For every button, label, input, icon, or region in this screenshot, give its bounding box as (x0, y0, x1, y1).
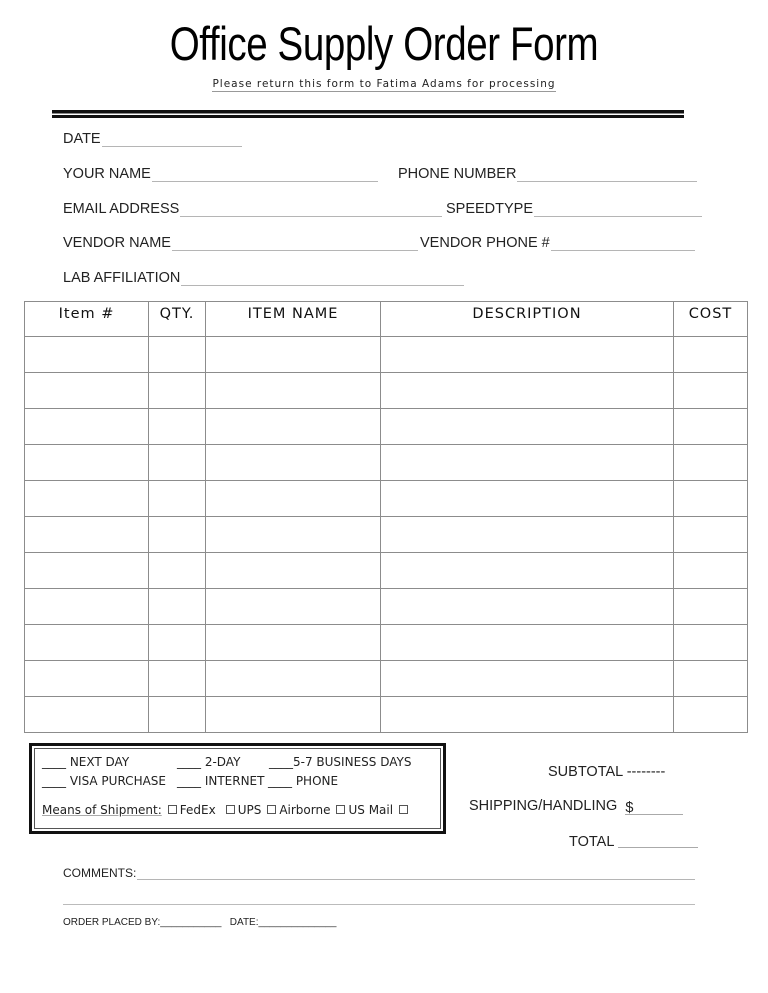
cell-description[interactable] (381, 589, 674, 625)
other-checkbox-icon[interactable] (399, 805, 408, 814)
column-header-item-name: ITEM NAME (206, 302, 381, 337)
your-name-field[interactable] (63, 166, 378, 182)
cell-cost[interactable] (674, 337, 748, 373)
ups-checkbox-icon[interactable] (226, 805, 235, 814)
currency-symbol: $ (625, 800, 634, 816)
cell-item-number[interactable] (25, 373, 149, 409)
order-date-input[interactable]: ______________ (258, 917, 337, 928)
cell-item-number[interactable] (25, 445, 149, 481)
table-row (25, 553, 748, 589)
table-row (25, 481, 748, 517)
table-row (25, 373, 748, 409)
total-row (569, 833, 698, 850)
cell-cost[interactable] (674, 373, 748, 409)
phone-option[interactable]: ____ PHONE (268, 774, 339, 788)
vendor-name-field[interactable] (63, 235, 418, 251)
cell-description[interactable] (381, 409, 674, 445)
phone-number-label: PHONE NUMBER (398, 166, 517, 182)
cell-item-number[interactable] (25, 553, 149, 589)
means-of-shipment-label: Means of Shipment: (42, 803, 162, 817)
cell-description[interactable] (381, 373, 674, 409)
date-input[interactable] (102, 132, 242, 147)
order-date-label: DATE: (229, 917, 259, 928)
cell-qty[interactable] (149, 373, 206, 409)
cell-item-name[interactable] (206, 409, 381, 445)
order-placed-by-input[interactable]: ___________ (160, 917, 222, 928)
cell-qty[interactable] (149, 589, 206, 625)
phone-number-input[interactable] (517, 167, 697, 182)
airborne-checkbox-icon[interactable] (267, 805, 276, 814)
table-row (25, 697, 748, 733)
email-address-label: EMAIL ADDRESS (63, 201, 180, 217)
speedtype-input[interactable] (534, 202, 702, 217)
cell-item-number[interactable] (25, 625, 149, 661)
table-row (25, 409, 748, 445)
date-label: DATE (63, 131, 101, 147)
table-row (25, 589, 748, 625)
table-row (25, 661, 748, 697)
column-header-qty: QTY. (149, 302, 206, 337)
cell-qty[interactable] (149, 445, 206, 481)
cell-item-number[interactable] (25, 589, 149, 625)
subtotal-row (548, 764, 665, 780)
cell-description[interactable] (381, 517, 674, 553)
comments-field[interactable] (63, 866, 695, 880)
cell-cost[interactable] (674, 553, 748, 589)
subtotal-value[interactable]: -------- (626, 764, 666, 780)
cell-cost[interactable] (674, 517, 748, 553)
shipping-handling-input[interactable] (625, 800, 683, 815)
cell-item-name[interactable] (206, 553, 381, 589)
fedex-checkbox-icon[interactable] (168, 805, 177, 814)
your-name-label: YOUR NAME (63, 166, 151, 182)
cell-cost[interactable] (674, 409, 748, 445)
visa-purchase-option[interactable]: ____ VISA PURCHASE (42, 774, 166, 788)
table-row (25, 337, 748, 373)
email-address-field[interactable] (63, 201, 442, 217)
table-row (25, 625, 748, 661)
column-header-item-number: Item # (25, 302, 149, 337)
cell-item-number[interactable] (25, 517, 149, 553)
cell-cost[interactable] (674, 481, 748, 517)
ups-label: UPS (237, 803, 262, 817)
shipping-handling-label: SHIPPING/HANDLING (469, 798, 618, 814)
lab-affiliation-input[interactable] (181, 271, 464, 286)
cell-qty[interactable] (149, 337, 206, 373)
comments-label: COMMENTS: (63, 866, 137, 880)
cell-description[interactable] (381, 481, 674, 517)
table-row (25, 517, 748, 553)
header-divider (52, 110, 684, 118)
speedtype-label: SPEEDTYPE (446, 201, 534, 217)
cell-qty[interactable] (149, 409, 206, 445)
cell-item-number[interactable] (25, 337, 149, 373)
cell-item-name[interactable] (206, 445, 381, 481)
subtitle-text: Please return this form to Fatima Adams for processing (212, 78, 556, 90)
shipping-options-box (29, 743, 446, 834)
cell-qty[interactable] (149, 661, 206, 697)
cell-item-number[interactable] (25, 481, 149, 517)
cell-item-number[interactable] (25, 661, 149, 697)
vendor-phone-field[interactable] (420, 235, 695, 251)
column-header-description: DESCRIPTION (381, 302, 674, 337)
form-subtitle (0, 78, 768, 90)
us-mail-checkbox-icon[interactable] (336, 805, 345, 814)
order-placed-by-label: ORDER PLACED BY: (63, 917, 161, 928)
cell-item-name[interactable] (206, 625, 381, 661)
next-day-option[interactable]: ____ NEXT DAY (42, 755, 130, 769)
cell-description[interactable] (381, 445, 674, 481)
cell-item-name[interactable] (206, 697, 381, 733)
your-name-input[interactable] (152, 167, 378, 182)
means-of-shipment-row (42, 803, 411, 817)
cell-item-number[interactable] (25, 697, 149, 733)
cell-item-number[interactable] (25, 409, 149, 445)
cell-item-name[interactable] (206, 661, 381, 697)
comments-second-line[interactable] (63, 904, 695, 905)
internet-option[interactable]: ____ INTERNET (177, 774, 265, 788)
cell-description[interactable] (381, 337, 674, 373)
comments-input[interactable] (137, 867, 695, 880)
cell-qty[interactable] (149, 481, 206, 517)
shipping-handling-row (469, 798, 683, 815)
cell-cost[interactable] (674, 661, 748, 697)
column-header-cost: COST (674, 302, 748, 337)
cell-item-name[interactable] (206, 589, 381, 625)
total-input[interactable] (618, 833, 698, 848)
items-table (24, 301, 748, 733)
speedtype-field[interactable] (446, 201, 702, 217)
cell-qty[interactable] (149, 553, 206, 589)
business-days-option[interactable]: ____5-7 BUSINESS DAYS (269, 755, 412, 769)
airborne-label: Airborne (279, 803, 331, 817)
lab-affiliation-field[interactable] (63, 270, 464, 286)
email-address-input[interactable] (180, 202, 442, 217)
cell-qty[interactable] (149, 517, 206, 553)
lab-affiliation-label: LAB AFFILIATION (63, 270, 181, 286)
form-title: Office Supply Order Form (169, 17, 599, 70)
table-row (25, 445, 748, 481)
cell-item-name[interactable] (206, 481, 381, 517)
cell-qty[interactable] (149, 697, 206, 733)
cell-cost[interactable] (674, 625, 748, 661)
subtotal-label: SUBTOTAL (548, 764, 623, 780)
cell-cost[interactable] (674, 445, 748, 481)
phone-number-field[interactable] (398, 166, 697, 182)
table-header-row (25, 302, 748, 337)
cell-description[interactable] (381, 553, 674, 589)
total-label: TOTAL (569, 834, 614, 850)
vendor-name-input[interactable] (172, 236, 418, 251)
cell-item-name[interactable] (206, 373, 381, 409)
cell-description[interactable] (381, 661, 674, 697)
two-day-option[interactable]: ____ 2-DAY (177, 755, 241, 769)
order-placed-row (63, 917, 336, 928)
date-field[interactable] (63, 131, 242, 147)
us-mail-label: US Mail (348, 803, 394, 817)
cell-cost[interactable] (674, 697, 748, 733)
cell-item-name[interactable] (206, 517, 381, 553)
cell-qty[interactable] (149, 625, 206, 661)
cell-description[interactable] (381, 625, 674, 661)
vendor-phone-label: VENDOR PHONE # (420, 235, 550, 251)
cell-description[interactable] (381, 697, 674, 733)
vendor-name-label: VENDOR NAME (63, 235, 171, 251)
cell-cost[interactable] (674, 589, 748, 625)
cell-item-name[interactable] (206, 337, 381, 373)
vendor-phone-input[interactable] (551, 236, 695, 251)
fedex-label: FedEx (179, 803, 216, 817)
